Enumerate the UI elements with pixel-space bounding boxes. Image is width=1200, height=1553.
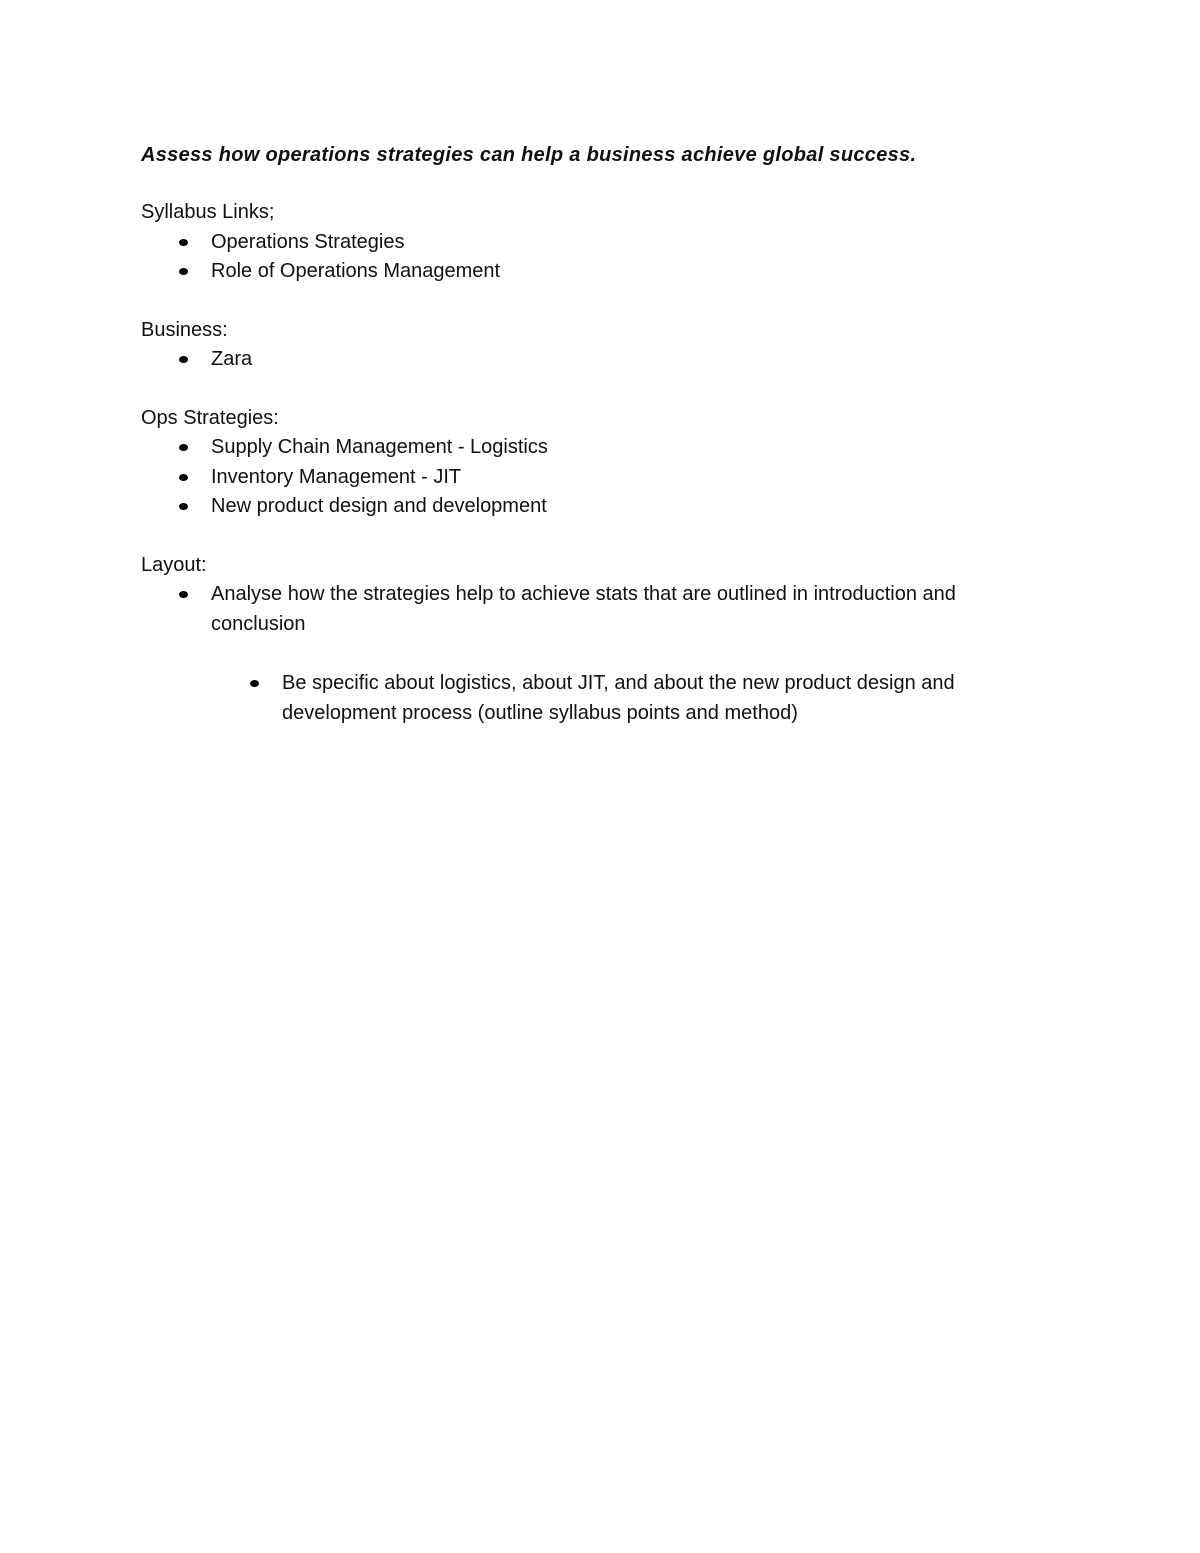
list-item <box>141 228 1041 258</box>
ops-strategies-heading: Ops Strategies: <box>141 406 279 429</box>
bullet-icon <box>179 503 188 510</box>
business-heading: Business: <box>141 318 228 341</box>
layout-list <box>141 580 1041 639</box>
bullet-icon <box>250 680 259 687</box>
document-body <box>141 141 1041 757</box>
bullet-icon <box>179 444 188 451</box>
list-item-text: Role of Operations Management <box>211 260 501 282</box>
list-item-text: Supply Chain Management - Logistics <box>211 436 548 458</box>
syllabus-links-heading: Syllabus Links; <box>141 201 275 223</box>
list-item-text: Analyse how the strategies help to achieve stats that are outlined in introduction and conclusion <box>211 583 956 635</box>
layout-section <box>141 551 1041 729</box>
business-list <box>141 345 1041 375</box>
bullet-icon <box>179 356 188 363</box>
list-item-text: Zara <box>211 348 253 370</box>
bullet-icon <box>179 474 188 481</box>
ops-strategies-section <box>141 404 1041 522</box>
layout-sublist <box>141 669 1041 728</box>
ops-strategies-list <box>141 433 1041 522</box>
list-item <box>141 492 1041 522</box>
bullet-icon <box>179 239 188 246</box>
syllabus-links-section <box>141 198 1041 287</box>
list-item-text: Be specific about logistics, about JIT, and about the new product design and development process (outline syllabus points and method) <box>282 672 955 724</box>
document-title: Assess how operations strategies can help a business achieve global success. <box>141 144 917 166</box>
list-item <box>141 580 1041 639</box>
bullet-icon <box>179 591 188 598</box>
layout-heading: Layout: <box>141 553 207 576</box>
syllabus-links-list <box>141 228 1041 287</box>
list-item <box>141 433 1041 463</box>
list-item <box>141 463 1041 493</box>
list-item <box>141 257 1041 287</box>
list-item-text: Inventory Management - JIT <box>211 465 462 488</box>
list-item <box>141 669 1041 728</box>
list-item <box>141 345 1041 375</box>
list-item-text: Operations Strategies <box>211 230 405 253</box>
business-section <box>141 316 1041 375</box>
list-item-text: New product design and development <box>211 495 547 517</box>
bullet-icon <box>179 268 188 275</box>
